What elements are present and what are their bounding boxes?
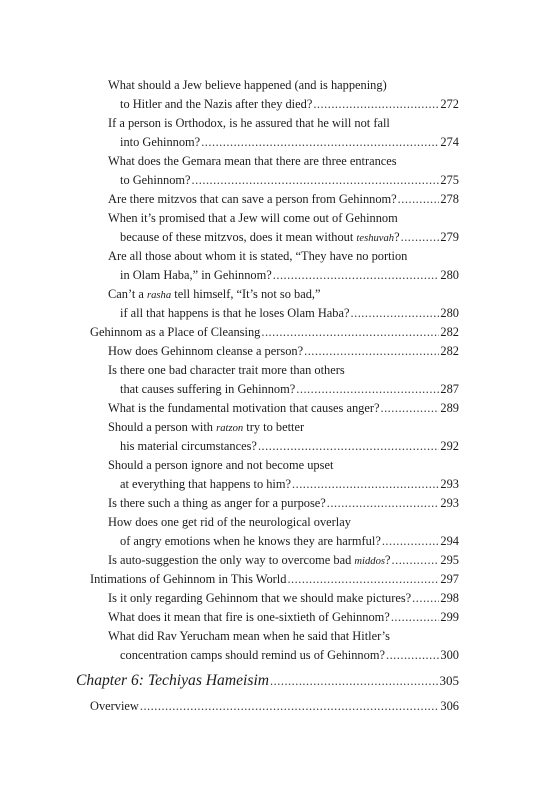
dot-leader: [351, 304, 440, 323]
toc-entry: [108, 114, 390, 133]
dot-leader: [380, 399, 439, 418]
toc-entry: [120, 228, 459, 247]
dot-leader: [313, 95, 439, 114]
entry-text: to Gehinnom?: [120, 173, 191, 187]
entry-text: in Olam Haba,” in Gehinnom?: [120, 268, 272, 282]
entry-text: at everything that happens to him?: [120, 477, 292, 491]
chapter-title: Chapter 6: Techiyas Hameisim: [76, 672, 270, 689]
page-number: 295: [440, 553, 459, 567]
section-title: Intimations of Gehinnom in This World: [90, 572, 287, 586]
toc-entry: [108, 399, 459, 418]
section-title: Overview: [90, 699, 139, 713]
toc-entry: [108, 494, 459, 513]
dot-leader: [296, 380, 439, 399]
page-number: 282: [440, 344, 459, 358]
dot-leader: [140, 697, 440, 716]
toc-entry: [120, 95, 459, 114]
dot-leader: [287, 570, 439, 589]
page-number: 278: [440, 192, 459, 206]
dot-leader: [261, 323, 439, 342]
entry-suffix: try to better: [246, 420, 305, 434]
toc-entry: [120, 437, 459, 456]
entry-italic-term: teshuvah: [356, 233, 395, 244]
dot-leader: [201, 133, 439, 152]
entry-text: What does the Gemara mean that there are three entrances: [108, 154, 397, 168]
toc-section-heading: [90, 697, 459, 716]
toc-section-heading: [90, 570, 459, 589]
entry-text: What did Rav Yerucham mean when he said that Hitler’s: [108, 629, 390, 643]
entry-text: What is the fundamental motivation that causes anger?: [108, 401, 380, 415]
dot-leader: [392, 551, 440, 570]
entry-suffix: ?: [385, 553, 391, 567]
entry-text: Is there such a thing as anger for a purpose?: [108, 496, 326, 510]
toc-entry: [120, 380, 459, 399]
entry-text: to Hitler and the Nazis after they died?: [120, 97, 313, 111]
entry-text: into Gehinnom?: [120, 135, 201, 149]
entry-text: concentration camps should remind us of Gehinnom?: [120, 648, 385, 662]
entry-text: When it’s promised that a Jew will come out of Gehinnom: [108, 211, 398, 225]
dot-leader: [192, 171, 440, 190]
entry-text: Are there mitzvos that can save a person from Gehinnom?: [108, 192, 397, 206]
entry-text: [108, 551, 391, 571]
page-number: 289: [440, 401, 459, 415]
section-title: Gehinnom as a Place of Cleansing: [90, 325, 261, 339]
entry-text: How does Gehinnom cleanse a person?: [108, 344, 304, 358]
entry-text: Should a person ignore and not become upset: [108, 458, 334, 472]
entry-text: If a person is Orthodox, is he assured that he will not fall: [108, 116, 390, 130]
toc-entry: [108, 513, 351, 532]
toc-entry: [108, 190, 459, 209]
page-number: 274: [440, 135, 459, 149]
page-number: 294: [440, 534, 459, 548]
page-number: 300: [440, 648, 459, 662]
entry-text: Are all those about whom it is stated, “They have no portion: [108, 249, 408, 263]
dot-leader: [391, 608, 440, 627]
page-number: 280: [440, 268, 459, 282]
page-number: 282: [440, 325, 459, 339]
toc-entry: [108, 209, 398, 228]
toc-entry: [120, 266, 459, 285]
page-number: 287: [440, 382, 459, 396]
page-number: 272: [440, 97, 459, 111]
entry-text-main: Can’t a: [108, 287, 144, 301]
entry-text: if all that happens is that he loses Olam Haba?: [120, 306, 350, 320]
page-number: 298: [440, 591, 459, 605]
toc-entry: [108, 361, 345, 380]
toc-entry: [120, 532, 459, 551]
page-number: 292: [440, 439, 459, 453]
page-number: 275: [440, 173, 459, 187]
entry-italic-term: middos: [354, 556, 385, 567]
entry-text: that causes suffering in Gehinnom?: [120, 382, 296, 396]
page-number: 299: [440, 610, 459, 624]
toc-entry: [108, 608, 459, 627]
dot-leader: [292, 475, 439, 494]
toc-entry: [120, 475, 459, 494]
entry-text-main: Should a person with: [108, 420, 213, 434]
dot-leader: [401, 228, 440, 247]
toc-chapter-heading: [76, 670, 459, 692]
entry-text: What should a Jew believe happened (and is happening): [108, 78, 387, 92]
toc-entry: [120, 171, 459, 190]
toc-entry: [108, 152, 397, 171]
toc-entry: [108, 342, 459, 361]
page-number: 279: [440, 230, 459, 244]
dot-leader: [258, 437, 439, 456]
toc-entry: [120, 304, 459, 323]
dot-leader: [270, 670, 438, 692]
toc-section-heading: [90, 323, 459, 342]
page-number: 293: [440, 496, 459, 510]
entry-text-main: Is auto-suggestion the only way to overcome bad: [108, 553, 352, 567]
toc-entry: [108, 285, 321, 304]
dot-leader: [398, 190, 440, 209]
page-number: 297: [440, 572, 459, 586]
page-number: 305: [439, 673, 459, 688]
entry-suffix: ?: [394, 230, 400, 244]
entry-italic-term: ratzon: [216, 423, 244, 434]
entry-text: Is there one bad character trait more than others: [108, 363, 345, 377]
dot-leader: [327, 494, 440, 513]
toc-entry: [108, 418, 304, 437]
toc-entry: [120, 646, 459, 665]
toc-entry: [108, 247, 407, 266]
entry-text-main: because of these mitzvos, does it mean without: [120, 230, 354, 244]
dot-leader: [386, 646, 439, 665]
page-number: 280: [440, 306, 459, 320]
entry-text: How does one get rid of the neurological overlay: [108, 515, 351, 529]
dot-leader: [273, 266, 440, 285]
entry-text: [120, 228, 400, 248]
entry-italic-term: rasha: [147, 290, 172, 301]
dot-leader: [304, 342, 439, 361]
entry-text: of angry emotions when he knows they are harmful?: [120, 534, 381, 548]
entry-text: Is it only regarding Gehinnom that we should make pictures?: [108, 591, 412, 605]
entry-text: What does it mean that fire is one-sixtieth of Gehinnom?: [108, 610, 390, 624]
dot-leader: [382, 532, 440, 551]
page-number: 293: [440, 477, 459, 491]
entry-suffix: tell himself, “It’s not so bad,”: [174, 287, 321, 301]
dot-leader: [412, 589, 439, 608]
entry-text: his material circumstances?: [120, 439, 257, 453]
toc-entry: [108, 627, 390, 646]
page-number: 306: [440, 699, 459, 713]
toc-entry: [108, 589, 459, 608]
toc-entry: [108, 456, 333, 475]
toc-entry: [120, 133, 459, 152]
toc-entry: [108, 551, 459, 570]
toc-entry: [108, 76, 387, 95]
